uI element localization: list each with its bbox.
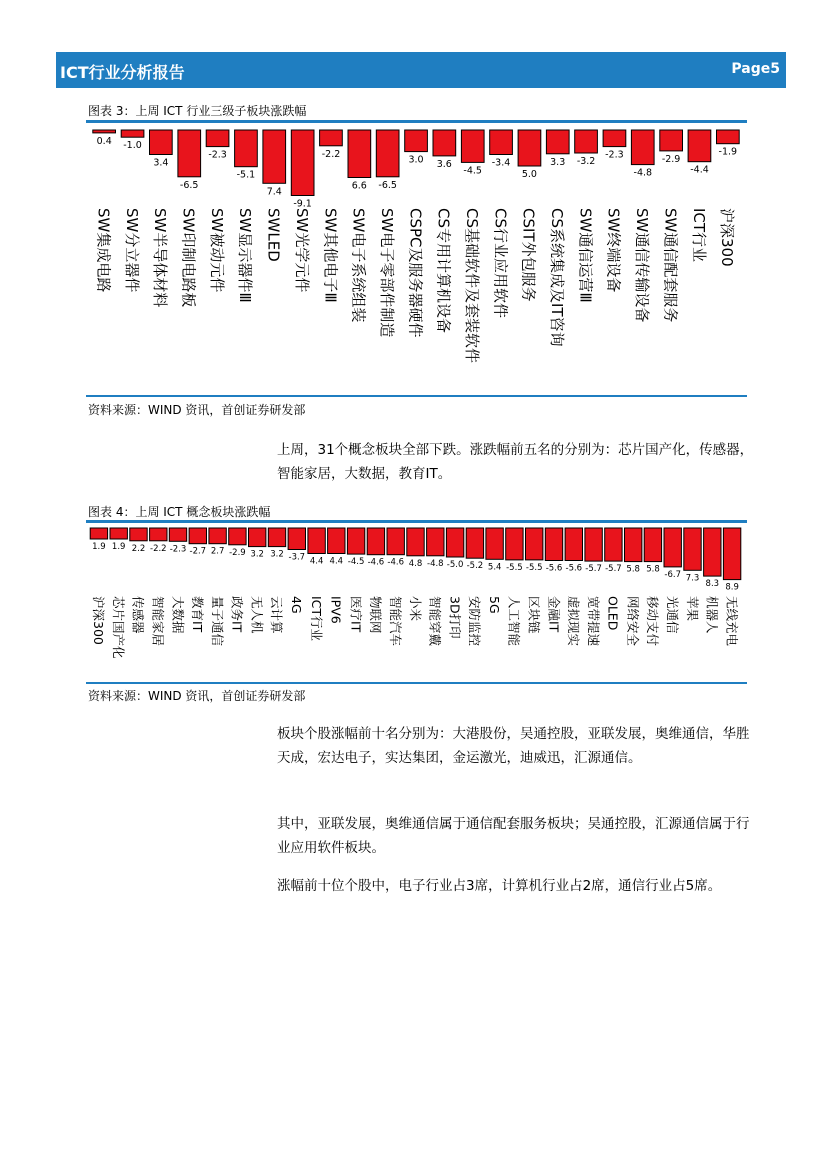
data-label-20: -4.8 — [633, 167, 653, 179]
category-label-4: 智能家居 — [150, 596, 166, 647]
data-label-12: 4.4 — [309, 556, 324, 567]
data-label-19: -5.0 — [446, 560, 464, 570]
data-label-18: -4.8 — [427, 558, 444, 569]
bar-23 — [526, 528, 543, 560]
category-label-10: 云计算 — [269, 596, 285, 634]
bar-25 — [565, 528, 582, 561]
bar-3 — [130, 528, 147, 541]
figure4-source: 资料来源：WIND 资讯，首创证券研发部 — [88, 689, 306, 703]
data-label-23: -1.9 — [718, 146, 738, 158]
data-label-10: 3.2 — [270, 549, 284, 560]
data-label-5: -2.3 — [169, 544, 187, 555]
bar-17 — [407, 528, 424, 556]
paragraph-2: 板块个股涨幅前十名分别为：大港股份，吴通控股，亚联发展，奥维通信，华胜天成，宏达电子，实达集团，金运激光，迪威迅，汇源通信。 — [277, 726, 750, 766]
bar-19 — [446, 528, 463, 557]
data-label-23: -5.5 — [525, 562, 543, 573]
data-label-7: 7.4 — [266, 186, 282, 198]
data-label-29: 5.8 — [646, 564, 660, 575]
data-label-15: -3.4 — [491, 157, 511, 169]
category-label-14: CS基础软件及套装软件 — [463, 208, 481, 363]
category-label-18: 智能穿戴 — [427, 596, 443, 647]
data-label-32: 8.3 — [705, 579, 720, 590]
bar-23 — [717, 130, 740, 144]
bar-21 — [660, 130, 683, 151]
category-label-33: 无线充电 — [724, 596, 740, 647]
category-label-28: 网络安全 — [625, 596, 641, 647]
category-label-1: 沪深300 — [91, 596, 107, 645]
bar-4 — [150, 528, 167, 541]
category-label-10: SW电子系统组装 — [349, 208, 368, 323]
bar-8 — [229, 528, 246, 545]
paragraph-4: 涨幅前十位个股中，电子行业占3席，计算机行业占2席，通信行业占5席。 — [277, 878, 722, 894]
data-label-3: 2.2 — [131, 543, 146, 554]
category-label-1: SW集成电路 — [94, 208, 113, 293]
category-label-13: IPV6 — [328, 596, 344, 624]
category-label-3: SW半导体材料 — [151, 208, 170, 308]
bar-7 — [263, 130, 286, 183]
data-label-1: 0.4 — [96, 135, 112, 147]
bar-9 — [249, 528, 266, 547]
bar-21 — [486, 528, 503, 559]
bar-33 — [723, 528, 740, 580]
data-label-30: -6.7 — [664, 569, 681, 580]
category-label-24: 金融IT — [546, 596, 562, 633]
bar-1 — [93, 130, 116, 133]
data-label-31: 7.3 — [685, 573, 700, 584]
bar-16 — [518, 130, 541, 166]
category-label-13: CS专用计算机设备 — [434, 208, 453, 333]
bar-13 — [433, 130, 456, 156]
category-label-7: 量子通信 — [209, 596, 225, 647]
data-label-24: -5.6 — [545, 563, 563, 574]
category-label-12: CSPC及服务器硬件 — [406, 208, 425, 338]
bar-6 — [235, 130, 258, 167]
bar-18 — [575, 130, 598, 153]
data-label-9: 3.2 — [250, 549, 264, 560]
category-label-4: SW印制电路板 — [179, 208, 198, 308]
bar-14 — [461, 130, 484, 162]
bar-28 — [625, 528, 642, 562]
category-label-19: SW终端设备 — [604, 208, 623, 293]
data-label-21: -2.9 — [661, 153, 681, 165]
figure3-chart — [86, 124, 747, 398]
data-label-18: -3.2 — [576, 156, 596, 167]
category-label-7: SWLED — [264, 208, 283, 262]
figure4-chart — [86, 524, 747, 686]
data-label-17: 4.8 — [408, 558, 423, 569]
bar-15 — [490, 130, 513, 155]
bar-32 — [704, 528, 721, 576]
data-label-20: -5.2 — [466, 561, 484, 572]
category-label-23: 区块链 — [526, 596, 542, 634]
data-label-6: -5.1 — [236, 169, 256, 181]
chart-svg — [86, 524, 747, 682]
bar-13 — [328, 528, 345, 554]
bar-27 — [605, 528, 622, 561]
category-label-15: CS行业应用软件 — [491, 208, 510, 318]
category-label-26: 宽带提速 — [585, 596, 601, 647]
bar-9 — [320, 130, 343, 146]
category-label-16: 智能汽车 — [388, 596, 403, 647]
data-label-26: -5.7 — [585, 564, 602, 575]
category-label-30: 光通信 — [665, 596, 680, 634]
data-label-28: 5.8 — [626, 564, 640, 575]
category-label-5: 大数据 — [170, 596, 186, 634]
data-label-2: 1.9 — [111, 542, 126, 552]
bar-3 — [150, 130, 173, 155]
category-label-15: 物联网 — [368, 596, 384, 634]
data-label-14: -4.5 — [463, 165, 482, 177]
bar-1 — [90, 528, 107, 539]
data-label-22: -5.5 — [506, 562, 523, 573]
bar-22 — [506, 528, 523, 560]
data-label-21: 5.4 — [487, 562, 502, 573]
data-label-16: 5.0 — [521, 169, 537, 180]
data-label-27: -5.7 — [605, 564, 622, 575]
data-label-2: -1.0 — [123, 140, 142, 152]
category-label-8: 政务IT — [229, 596, 245, 633]
category-label-20: SW通信传输设备 — [633, 208, 652, 323]
bar-31 — [684, 528, 701, 570]
bar-11 — [288, 528, 305, 550]
data-label-1: 1.9 — [92, 542, 106, 552]
data-label-4: -2.2 — [150, 543, 167, 554]
data-label-33: 8.9 — [725, 582, 739, 593]
figure4-title: 图表 4：上周 ICT 概念板块涨跌幅 — [88, 505, 271, 519]
data-label-13: 3.6 — [436, 158, 452, 170]
bar-22 — [688, 130, 711, 162]
bar-20 — [466, 528, 483, 558]
report-title: ICT行业分析报告 — [60, 63, 185, 82]
data-label-8: -2.9 — [229, 547, 246, 558]
bar-2 — [110, 528, 127, 539]
bar-29 — [644, 528, 661, 562]
data-label-4: -6.5 — [179, 179, 199, 191]
category-label-32: 机器人 — [704, 596, 720, 634]
bar-14 — [347, 528, 364, 554]
data-label-11: -6.5 — [378, 179, 397, 191]
figure4-top-rule — [86, 520, 747, 523]
data-label-10: 6.6 — [351, 180, 367, 192]
chart-svg — [86, 124, 747, 394]
category-label-14: 医疗IT — [348, 596, 364, 633]
category-label-11: SW电子零部件制造 — [378, 208, 396, 338]
data-label-9: -2.2 — [321, 148, 341, 160]
category-label-31: 苹果 — [684, 596, 700, 622]
figure3-title: 图表 3：上周 ICT 行业三级子板块涨跌幅 — [88, 104, 307, 118]
category-label-22: ICT行业 — [689, 208, 708, 263]
bar-20 — [631, 130, 654, 165]
figure3-source: 资料来源：WIND 资讯，首创证券研发部 — [88, 403, 306, 417]
category-label-29: 移动支付 — [645, 596, 661, 647]
category-label-8: SW光学元件 — [292, 208, 311, 293]
bar-5 — [206, 130, 229, 147]
category-label-18: SW通信运营Ⅲ — [576, 208, 595, 303]
bar-8 — [291, 130, 314, 196]
data-label-16: -4.6 — [387, 557, 404, 568]
category-label-22: 人工智能 — [506, 596, 522, 647]
data-label-11: -3.7 — [288, 552, 306, 563]
figure3-bottom-rule — [86, 395, 747, 397]
data-label-22: -4.4 — [690, 164, 709, 176]
category-label-3: 传感器 — [130, 596, 146, 634]
category-label-21: SW通信配套服务 — [661, 208, 680, 323]
category-label-11: 4G — [289, 596, 304, 614]
data-label-3: 3.4 — [153, 157, 169, 169]
data-label-6: -2.7 — [189, 546, 207, 557]
category-label-6: SW显示器件Ⅲ — [236, 208, 255, 303]
category-label-9: SW其他电子Ⅲ — [321, 208, 340, 303]
bar-24 — [545, 528, 562, 561]
category-label-27: OLED — [605, 596, 621, 631]
page-number: Page5 — [731, 61, 780, 77]
data-label-15: -4.6 — [367, 557, 385, 568]
bar-5 — [169, 528, 186, 541]
bar-10 — [268, 528, 285, 547]
category-label-25: 虚拟现实 — [566, 596, 582, 647]
category-label-6: 教育IT — [190, 596, 206, 633]
data-label-5: -2.3 — [208, 149, 227, 161]
category-label-23: 沪深300 — [718, 208, 737, 267]
bar-19 — [603, 130, 626, 147]
data-label-12: 3.0 — [408, 154, 424, 166]
category-label-9: 无人机 — [249, 596, 265, 634]
data-label-25: -5.6 — [565, 563, 583, 574]
data-label-17: 3.3 — [550, 156, 566, 168]
bar-18 — [427, 528, 444, 556]
category-label-2: SW分立器件 — [122, 208, 141, 293]
bar-11 — [376, 130, 399, 177]
bar-7 — [209, 528, 226, 544]
bar-16 — [387, 528, 404, 555]
data-label-8: -9.1 — [293, 198, 312, 210]
category-label-2: 芯片国产化 — [110, 596, 126, 659]
paragraph-1: 上周，31个概念板块全部下跌。涨跌幅前五名的分别为：芯片国产化，传感器，智能家居，大数据，教育IT。 — [277, 442, 754, 482]
bar-12 — [405, 130, 428, 152]
bar-6 — [189, 528, 206, 544]
bar-4 — [178, 130, 201, 177]
bar-17 — [546, 130, 569, 154]
bar-2 — [121, 130, 144, 137]
report-header — [56, 52, 786, 88]
data-label-14: -4.5 — [347, 557, 365, 568]
category-label-21: 5G — [486, 596, 502, 614]
category-label-16: CSIT外包服务 — [519, 208, 538, 302]
category-label-12: ICT行业 — [308, 596, 324, 642]
category-label-5: SW被动元件 — [207, 208, 226, 293]
figure4-bottom-rule — [86, 682, 747, 684]
bar-30 — [664, 528, 681, 567]
data-label-19: -2.3 — [605, 149, 624, 161]
bar-10 — [348, 130, 371, 178]
data-label-13: 4.4 — [329, 556, 344, 567]
category-label-17: 小米 — [407, 596, 423, 622]
figure3-top-rule — [86, 120, 747, 123]
bar-26 — [585, 528, 602, 561]
bar-12 — [308, 528, 325, 554]
category-label-20: 安防监控 — [467, 596, 483, 647]
bar-15 — [367, 528, 384, 555]
paragraph-3: 其中，亚联发展，奥维通信属于通信配套服务板块；吴通控股，汇源通信属于行业应用软件板块。 — [277, 816, 750, 856]
category-label-17: CS系统集成及IT咨询 — [548, 208, 566, 347]
category-label-19: 3D打印 — [447, 596, 463, 639]
data-label-7: 2.7 — [210, 546, 225, 557]
